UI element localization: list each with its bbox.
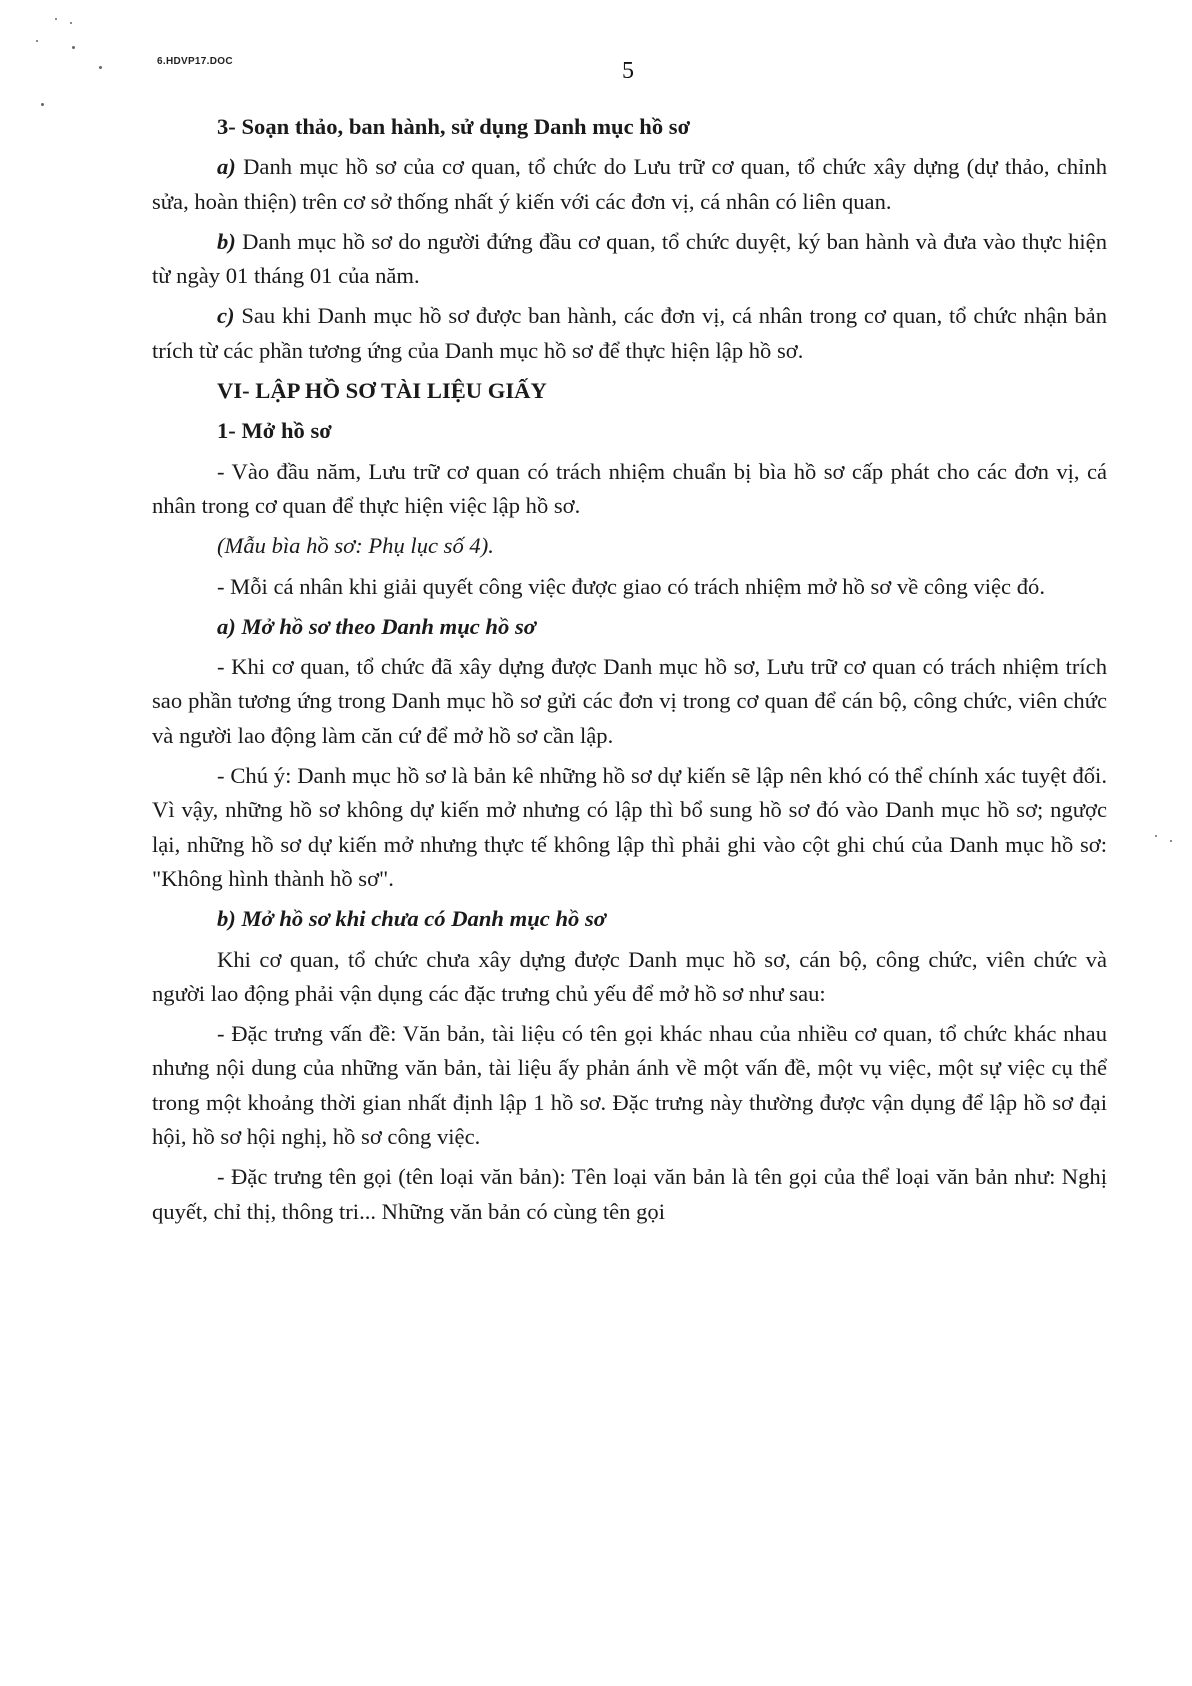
scan-speck — [55, 18, 57, 20]
subsection-heading: 1- Mở hồ sơ — [217, 418, 332, 444]
note: (Mẫu bìa hồ sơ: Phụ lục số 4). — [217, 533, 494, 559]
scan-speck — [70, 22, 72, 24]
scan-speck — [36, 40, 38, 42]
subsection-heading: b) Mở hồ sơ khi chưa có Danh mục hồ sơ — [217, 906, 606, 932]
paragraph: Khi cơ quan, tổ chức chưa xây dựng được Danh mục hồ sơ, cán bộ, công chức, viên chức và người lao động phải vận dụng các đặc trưng chủ yếu để mở hồ sơ như sau: — [152, 946, 1107, 1006]
item-label: a) — [217, 154, 236, 180]
scan-speck — [41, 103, 44, 106]
scan-speck — [1155, 835, 1157, 837]
file-name: 6.HDVP17.DOC — [157, 56, 233, 67]
paragraph: - Đặc trưng vấn đề: Văn bản, tài liệu có tên gọi khác nhau của nhiều cơ quan, tổ chức khác nhau nhưng nội dung của những văn bản, tài liệu ấy phản ánh về một vấn đề, một vụ việc, một sự việc cụ thể trong một khoảng thời gian nhất định lập 1 hồ sơ. Đặc trưng này thường được vận dụng để lập hồ sơ đại hội, hồ sơ hội nghị, hồ sơ công việc. — [152, 1021, 1107, 1150]
paragraph — [152, 225, 1107, 294]
page-number: 5 — [622, 58, 634, 84]
paragraph: - Khi cơ quan, tổ chức đã xây dựng được Danh mục hồ sơ, Lưu trữ cơ quan có trách nhiệm trích sao phần tương ứng trong Danh mục hồ sơ gửi các đơn vị trong cơ quan để cán bộ, công chức, viên chức và người lao động làm căn cứ để mở hồ sơ cần lập. — [152, 654, 1107, 748]
paragraph: - Chú ý: Danh mục hồ sơ là bản kê những hồ sơ dự kiến sẽ lập nên khó có thể chính xác tuyệt đối. Vì vậy, những hồ sơ không dự kiến mở nhưng có lập thì bổ sung hồ sơ đó vào Danh mục hồ sơ; ngược lại, những hồ sơ dự kiến mở nhưng thực tế không lập thì phải ghi vào cột ghi chú của Danh mục hồ sơ: "Không hình thành hồ sơ". — [152, 763, 1107, 891]
paragraph — [152, 150, 1107, 219]
paragraph: - Mỗi cá nhân khi giải quyết công việc được giao có trách nhiệm mở hồ sơ về công việc đó. — [217, 573, 1045, 599]
paragraph: - Đặc trưng tên gọi (tên loại văn bản): Tên loại văn bản là tên gọi của thể loại văn bản như: Nghị quyết, chỉ thị, thông tri... Những văn bản có cùng tên gọi — [152, 1164, 1107, 1224]
paragraph-text: Danh mục hồ sơ của cơ quan, tổ chức do Lưu trữ cơ quan, tổ chức xây dựng (dự thảo, chỉnh sửa, hoàn thiện) trên cơ sở thống nhất ý kiến với các đơn vị, cá nhân có liên quan. — [152, 154, 1107, 214]
document-body — [152, 110, 1107, 1229]
item-label: b) — [217, 228, 236, 254]
section-heading: 3- Soạn thảo, ban hành, sử dụng Danh mục hồ sơ — [217, 114, 691, 139]
scan-speck — [99, 66, 102, 69]
paragraph — [152, 299, 1107, 368]
paragraph-text: Sau khi Danh mục hồ sơ được ban hành, các đơn vị, cá nhân trong cơ quan, tổ chức nhận bản trích từ các phần tương ứng của Danh mục hồ sơ để thực hiện lập hồ sơ. — [152, 303, 1107, 363]
scan-speck — [72, 46, 75, 49]
paragraph: - Vào đầu năm, Lưu trữ cơ quan có trách nhiệm chuẩn bị bìa hồ sơ cấp phát cho các đơn vị, cá nhân trong cơ quan để thực hiện việc lập hồ sơ. — [152, 458, 1107, 518]
scan-speck — [1170, 840, 1172, 842]
subsection-heading: a) Mở hồ sơ theo Danh mục hồ sơ — [217, 613, 536, 639]
chapter-heading: VI- LẬP HỒ SƠ TÀI LIỆU GIẤY — [217, 378, 547, 404]
paragraph-text: Danh mục hồ sơ do người đứng đầu cơ quan, tổ chức duyệt, ký ban hành và đưa vào thực hiện từ ngày 01 tháng 01 của năm. — [152, 228, 1107, 289]
item-label: c) — [217, 303, 235, 329]
